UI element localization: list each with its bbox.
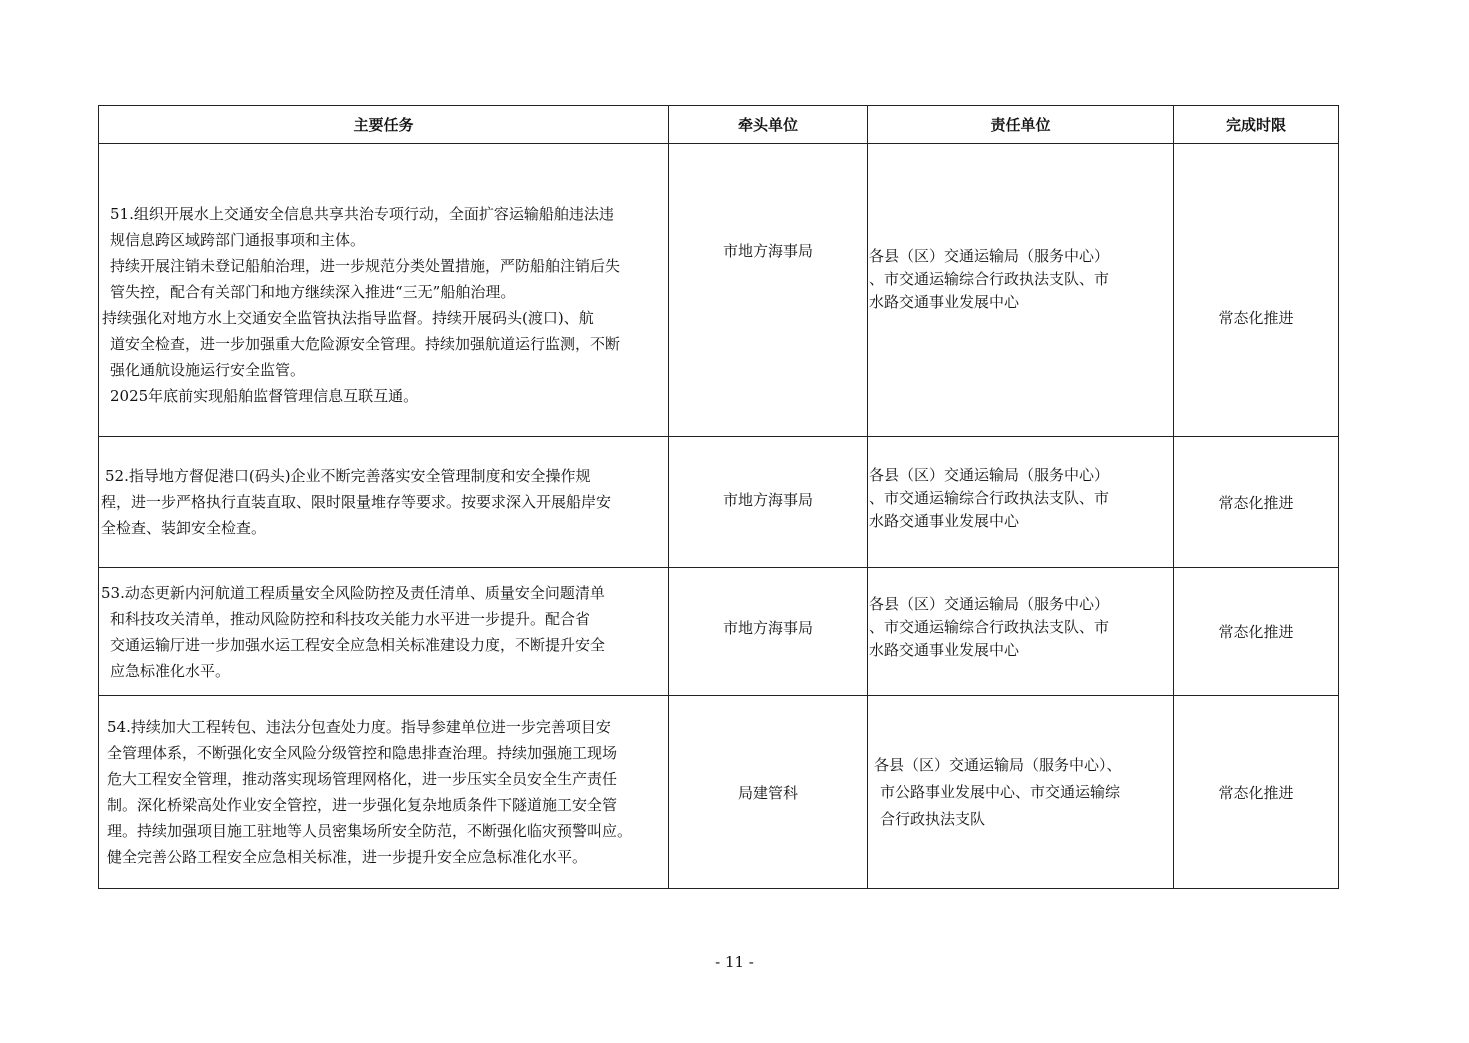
- task-line: 持续开展注销未登记船舶治理，进一步规范分类处置措施，严防船舶注销后失: [110, 257, 621, 275]
- task-line: 理。持续加强项目施工驻地等人员密集场所安全防范，不断强化临灾预警叫应。: [107, 822, 633, 840]
- resp-unit-line: 水路交通事业发展中心: [869, 293, 1020, 311]
- lead-unit: 市地方海事局: [722, 490, 813, 509]
- task-line: 管失控，配合有关部门和地方继续深入推进“三无”船舶治理。: [110, 283, 516, 301]
- resp-unit-line: 各县（区）交通运输局（服务中心）: [869, 595, 1110, 613]
- task-line: 道安全检查，进一步加强重大危险源安全管理。持续加强航道运行监测，不断: [110, 335, 621, 353]
- task-table: [98, 105, 1339, 889]
- header-resp-unit: 责任单位: [868, 106, 1174, 144]
- resp-unit-line: 市公路事业发展中心、市交通运输综: [880, 782, 1121, 801]
- task-line: 和科技攻关清单，推动风险防控和科技攻关能力水平进一步提升。配合省: [110, 609, 591, 628]
- task-cell: [99, 144, 669, 437]
- task-line: 程，进一步严格执行直装直取、限时限量堆存等要求。按要求深入开展船岸安: [101, 493, 612, 511]
- deadline: 常态化推进: [1218, 493, 1294, 512]
- deadline: 常态化推进: [1218, 623, 1294, 641]
- table-row: [99, 568, 1339, 696]
- task-line: 54.持续加大工程转包、违法分包查处力度。指导参建单位进一步完善项目安: [107, 718, 611, 736]
- resp-unit-line: 水路交通事业发展中心: [869, 641, 1020, 659]
- task-line: 持续强化对地方水上交通安全监管执法指导监督。持续开展码头(渡口)、航: [102, 309, 594, 327]
- table-row: [99, 144, 1339, 437]
- resp-unit-line: 各县（区）交通运输局（服务中心）、: [874, 755, 1122, 774]
- task-line: 健全完善公路工程安全应急相关标准，进一步提升安全应急标准化水平。: [107, 848, 588, 866]
- page-number: - 11 -: [715, 953, 754, 971]
- table-row: [99, 696, 1339, 889]
- task-line: 危大工程安全管理，推动落实现场管理网格化，进一步压实全员安全生产责任: [107, 770, 618, 788]
- task-line: 全检查、装卸安全检查。: [101, 519, 267, 537]
- task-cell: [99, 437, 669, 568]
- header-lead-unit: 牵头单位: [669, 106, 868, 144]
- task-line: 制。深化桥梁高处作业安全管控，进一步强化复杂地质条件下隧道施工安全管: [107, 796, 618, 814]
- task-cell: [99, 696, 669, 889]
- task-cell: [99, 568, 669, 696]
- deadline: 常态化推进: [1218, 309, 1294, 327]
- table-row: [99, 437, 1339, 568]
- task-line: 规信息跨区域跨部门通报事项和主体。: [110, 231, 366, 249]
- resp-unit-line: 各县（区）交通运输局（服务中心）: [869, 465, 1110, 484]
- lead-unit: 市地方海事局: [722, 242, 813, 260]
- task-line: 应急标准化水平。: [110, 661, 231, 680]
- task-line: 交通运输厅进一步加强水运工程安全应急相关标准建设力度，不断提升安全: [110, 635, 606, 654]
- resp-unit-line: 、市交通运输综合行政执法支队、市: [869, 618, 1110, 636]
- task-line: 强化通航设施运行安全监管。: [110, 361, 306, 379]
- resp-unit-line: 合行政执法支队: [880, 809, 986, 828]
- resp-unit-line: 、市交通运输综合行政执法支队、市: [869, 270, 1110, 288]
- header-deadline: 完成时限: [1174, 106, 1339, 144]
- table-header-row: [99, 106, 1339, 144]
- lead-unit: 局建管科: [737, 783, 798, 802]
- task-line: 53.动态更新内河航道工程质量安全风险防控及责任清单、质量安全问题清单: [101, 583, 605, 602]
- header-main-task: 主要任务: [99, 106, 669, 144]
- deadline: 常态化推进: [1218, 783, 1294, 802]
- task-line: 51.组织开展水上交通安全信息共享共治专项行动，全面扩容运输船舶违法违: [110, 205, 614, 223]
- resp-unit-line: 各县（区）交通运输局（服务中心）: [869, 247, 1110, 265]
- resp-unit-line: 、市交通运输综合行政执法支队、市: [869, 488, 1110, 507]
- lead-unit: 市地方海事局: [722, 619, 813, 637]
- task-line: 全管理体系，不断强化安全风险分级管控和隐患排查治理。持续加强施工现场: [107, 744, 618, 762]
- task-line: 52.指导地方督促港口(码头)企业不断完善落实安全管理制度和安全操作规: [105, 467, 591, 485]
- resp-unit-line: 水路交通事业发展中心: [869, 511, 1020, 530]
- task-line: 2025年底前实现船舶监督管理信息互联互通。: [110, 387, 419, 405]
